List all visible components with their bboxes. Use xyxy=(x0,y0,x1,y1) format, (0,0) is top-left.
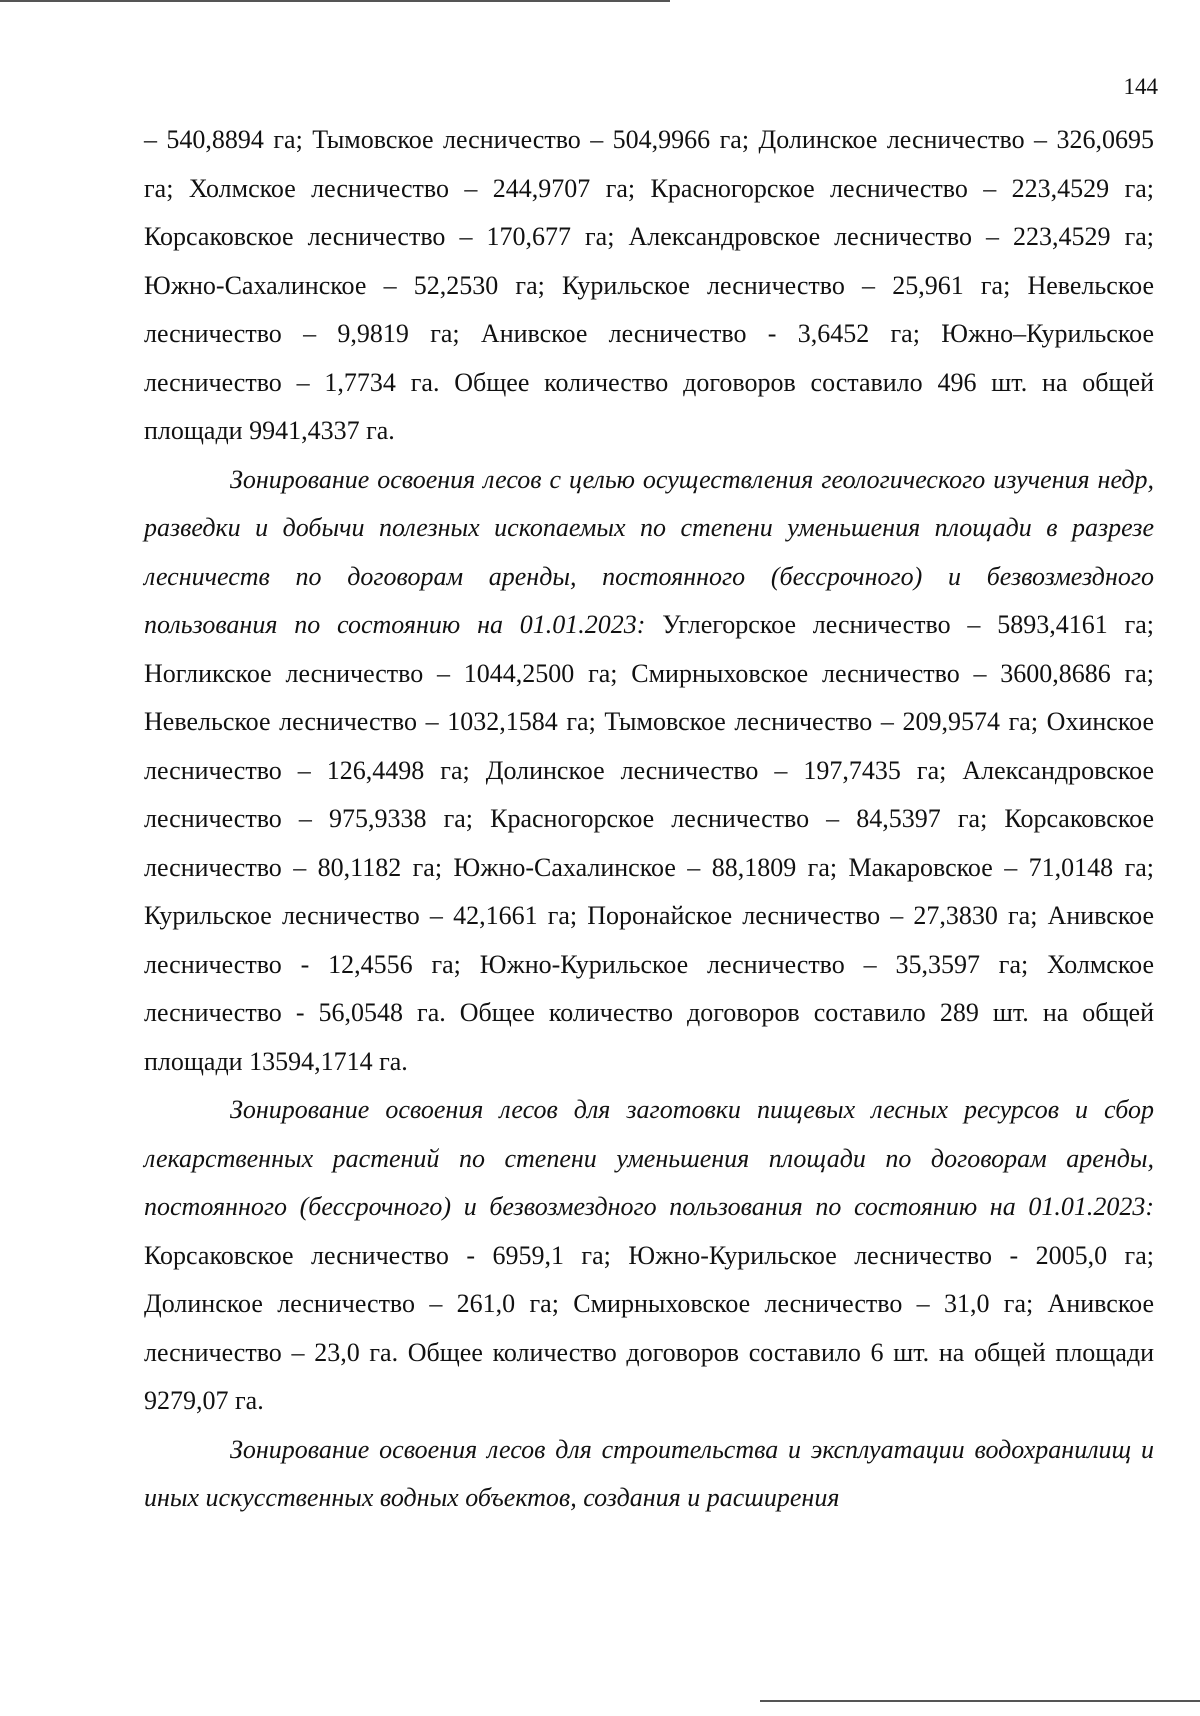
paragraph-1 xyxy=(144,116,1154,456)
paragraph-3-heading: Зонирование освоения лесов для заготовки пищевых лесных ресурсов и сбор лекарственных растений по степени уменьшения площади по договорам аренды, постоянного (бессрочного) и безвозмездного пользования по состоянию на 01.01.2023: xyxy=(144,1095,1154,1221)
paragraph-2-heading: Зонирование освоения лесов с целью осуществления геологического изучения недр, разведки и добычи полезных ископаемых по степени уменьшения площади в разрезе лесничеств по договорам аренды, постоянного (бессрочного) и безвозмездного пользования по состоянию на 01.01.2023: xyxy=(144,464,1154,639)
paragraph-2-text: Углегорское лесничество – 5893,4161 га; Ногликское лесничество – 1044,2500 га; Смирныховское лесничество – 3600,8686 га; Невельское лесничество – 1032,1584 га; Тымовское лесничество – 209,9574 га; Охинское лесничество – 126,4498 га; Долинское лесничество – 197,7435 га; Александровское лесничество – 975,9338 га; Красногорское лесничество – 84,5397 га; Корсаковское лесничество – 80,1182 га; Южно-Сахалинское – 88,1809 га; Макаровское – 71,0148 га; Курильское лесничество – 42,1661 га; Поронайское лесничество – 27,3830 га; Анивское лесничество - 12,4556 га; Южно-Курильское лесничество – 35,3597 га; Холмское лесничество - 56,0548 га. Общее количество договоров составило 289 шт. на общей площади 13594,1714 га. xyxy=(144,610,1154,1076)
paragraph-2 xyxy=(144,456,1154,1087)
paragraph-4-heading: Зонирование освоения лесов для строительства и эксплуатации водохранилищ и иных искусственных водных объектов, создания и расширения xyxy=(144,1434,1154,1512)
scan-edge-line-bottom xyxy=(760,1700,1200,1702)
scan-edge-line-top xyxy=(0,0,670,2)
document-body xyxy=(144,116,1154,1523)
paragraph-3 xyxy=(144,1086,1154,1426)
page-number: 144 xyxy=(1123,74,1158,99)
paragraph-4 xyxy=(144,1426,1154,1523)
paragraph-1-text: – 540,8894 га; Тымовское лесничество – 504,9966 га; Долинское лесничество – 326,0695 га; Холмское лесничество – 244,9707 га; Красногорское лесничество – 223,4529 га; Корсаковское лесничество – 170,677 га; Александровское лесничество – 223,4529 га; Южно-Сахалинское – 52,2530 га; Курильское лесничество – 25,961 га; Невельское лесничество – 9,9819 га; Анивское лесничество - 3,6452 га; Южно–Курильское лесничество – 1,7734 га. Общее количество договоров составило 496 шт. на общей площади 9941,4337 га. xyxy=(144,125,1154,445)
paragraph-3-text: Корсаковское лесничество - 6959,1 га; Южно-Курильское лесничество - 2005,0 га; Долинское лесничество – 261,0 га; Смирныховское лесничество – 31,0 га; Анивское лесничество – 23,0 га. Общее количество договоров составило 6 шт. на общей площади 9279,07 га. xyxy=(144,1240,1154,1415)
